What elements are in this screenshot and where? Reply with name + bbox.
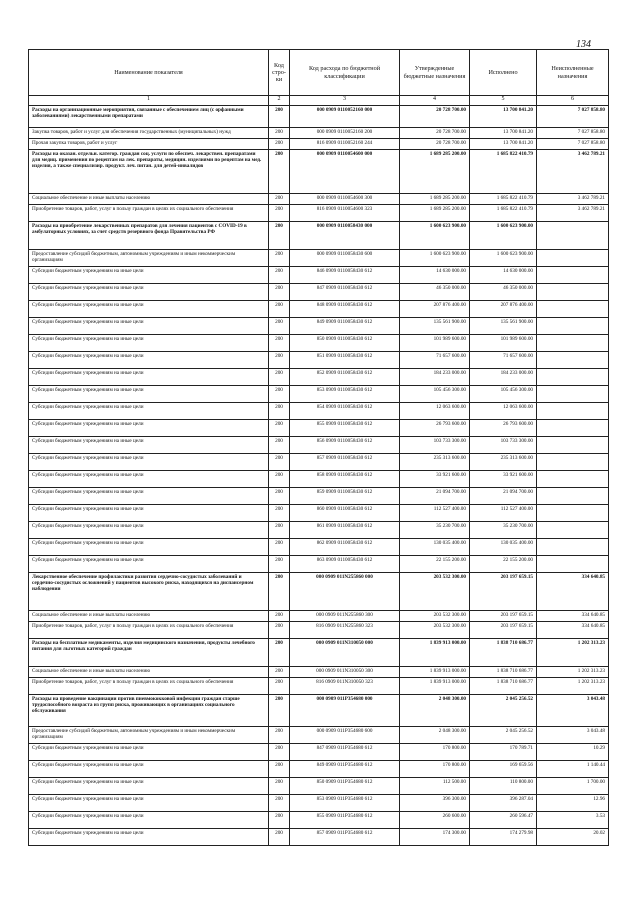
row-name: Субсидии бюджетным учреждениям на иные цели [29,539,269,556]
row-classification-code: 852 0909 0110058430 612 [290,369,400,386]
row-unexecuted-amount: 3 043.48 [537,727,609,744]
row-approved-amount: 207 876 400.00 [400,301,470,318]
row-unexecuted-amount: 20.02 [537,829,609,846]
table-row [29,194,609,205]
row-approved-amount: 21 094 700.00 [400,488,470,505]
row-classification-code: 000 0909 011N310050 300 [290,667,400,678]
row-classification-code: 853 0909 011P354680 612 [290,795,400,812]
row-executed-amount: 46 350 000.00 [470,284,537,301]
row-name: Субсидии бюджетным учреждениям на иные цели [29,471,269,488]
row-line-code: 200 [269,128,290,139]
table-row [29,250,609,267]
row-executed-amount: 207 876 400.00 [470,301,537,318]
row-approved-amount: 1 689 285 200.00 [400,205,470,222]
row-line-code: 200 [269,205,290,222]
row-approved-amount: 101 989 600.00 [400,335,470,352]
row-approved-amount: 203 532 300.00 [400,622,470,639]
row-approved-amount: 33 921 600.00 [400,471,470,488]
row-approved-amount: 35 230 700.00 [400,522,470,539]
row-unexecuted-amount [537,556,609,573]
row-approved-amount: 26 793 600.00 [400,420,470,437]
row-line-code: 200 [269,744,290,761]
row-executed-amount: 33 921 600.00 [470,471,537,488]
row-classification-code: 858 0909 0110058430 612 [290,471,400,488]
table-row [29,437,609,454]
row-approved-amount: 2 048 300.00 [400,695,470,727]
row-name: Приобретение товаров, работ, услуг в пользу граждан в целях их социального обеспечения [29,205,269,222]
row-approved-amount: 20 728 700.00 [400,128,470,139]
row-name: Субсидии бюджетным учреждениям на иные цели [29,284,269,301]
row-approved-amount: 260 600.00 [400,812,470,829]
table-row [29,522,609,539]
row-classification-code: 848 0909 0110058430 612 [290,301,400,318]
row-executed-amount: 130 035 400.00 [470,539,537,556]
row-approved-amount: 14 630 000.00 [400,267,470,284]
row-classification-code: 816 0909 011N310050 323 [290,678,400,695]
table-row [29,622,609,639]
row-line-code: 200 [269,727,290,744]
row-executed-amount: 1 600 623 900.00 [470,250,537,267]
row-executed-amount: 260 596.47 [470,812,537,829]
table-row [29,106,609,128]
row-classification-code: 855 0909 0110058430 612 [290,420,400,437]
row-name: Субсидии бюджетным учреждениям на иные цели [29,522,269,539]
row-executed-amount: 22 155 200.00 [470,556,537,573]
table-row [29,573,609,611]
row-unexecuted-amount [537,352,609,369]
column-header-unexecuted: Неисполненные назначения [537,50,609,96]
row-executed-amount: 35 230 700.00 [470,522,537,539]
row-unexecuted-amount: 10.29 [537,744,609,761]
row-unexecuted-amount [537,403,609,420]
column-number: 4 [400,96,470,106]
row-name: Субсидии бюджетным учреждениям на иные цели [29,437,269,454]
row-executed-amount: 169 659.56 [470,761,537,778]
row-executed-amount: 1 838 710 686.77 [470,678,537,695]
row-approved-amount: 130 035 400.00 [400,539,470,556]
row-name: Субсидии бюджетным учреждениям на иные цели [29,267,269,284]
row-name: Субсидии бюджетным учреждениям на иные цели [29,301,269,318]
row-classification-code: 000 0909 011P354680 600 [290,727,400,744]
row-line-code: 200 [269,194,290,205]
row-classification-code: 851 0909 0110058430 612 [290,352,400,369]
row-name: Субсидии бюджетным учреждениям на иные цели [29,744,269,761]
table-row [29,386,609,403]
table-row [29,318,609,335]
row-approved-amount: 1 689 285 200.00 [400,150,470,194]
row-name: Субсидии бюджетным учреждениям на иные цели [29,420,269,437]
row-classification-code: 860 0909 0110058430 612 [290,505,400,522]
row-executed-amount: 13 700 841.20 [470,106,537,128]
row-classification-code: 857 0909 0110058430 612 [290,454,400,471]
row-line-code: 200 [269,539,290,556]
row-line-code: 200 [269,795,290,812]
row-name: Социальное обеспечение и иные выплаты населению [29,194,269,205]
row-approved-amount: 112 527 400.00 [400,505,470,522]
row-executed-amount: 1 685 822 410.79 [470,205,537,222]
row-name: Прочая закупка товаров, работ и услуг [29,139,269,150]
row-name: Субсидии бюджетным учреждениям на иные цели [29,829,269,846]
row-executed-amount: 170 789.71 [470,744,537,761]
row-name: Субсидии бюджетным учреждениям на иные цели [29,403,269,420]
row-line-code: 200 [269,778,290,795]
row-executed-amount: 14 630 000.00 [470,267,537,284]
row-classification-code: 859 0909 0110058430 612 [290,488,400,505]
row-unexecuted-amount [537,471,609,488]
row-name: Субсидии бюджетным учреждениям на иные цели [29,812,269,829]
row-classification-code: 853 0909 0110058430 612 [290,386,400,403]
row-executed-amount: 184 233 000.00 [470,369,537,386]
row-name: Расходы на проведение вакцинации против пневмококковой инфекции граждан старше трудоспособного возраста из групп риска, проживающих в организациях социального обслуживания [29,695,269,727]
row-classification-code: 816 0909 0110052160 244 [290,139,400,150]
row-name: Расходы на бесплатные медикаменты, изделия медицинского назначения, продукты лечебного питания для льготных категорий граждан [29,639,269,667]
row-unexecuted-amount: 7 027 858.80 [537,128,609,139]
row-classification-code: 000 0909 0110058430 600 [290,250,400,267]
row-classification-code: 849 0909 011P354680 612 [290,761,400,778]
row-name: Предоставление субсидий бюджетным, автономным учреждениям и иным некоммерческим организациям [29,727,269,744]
row-classification-code: 850 0909 011P354680 612 [290,778,400,795]
row-name: Предоставление субсидий бюджетным, автономным учреждениям и иным некоммерческим организациям [29,250,269,267]
row-line-code: 200 [269,488,290,505]
row-classification-code: 000 0909 0110058430 000 [290,222,400,250]
row-name: Социальное обеспечение и иные выплаты населению [29,667,269,678]
row-approved-amount: 105 456 300.00 [400,386,470,403]
table-row [29,284,609,301]
table-row [29,205,609,222]
table-row [29,761,609,778]
row-unexecuted-amount: 7 027 858.80 [537,139,609,150]
page-number: 134 [576,39,591,50]
row-unexecuted-amount: 3 462 789.21 [537,150,609,194]
row-line-code: 200 [269,301,290,318]
row-unexecuted-amount: 3.53 [537,812,609,829]
table-row [29,611,609,622]
row-unexecuted-amount: 3 462 789.21 [537,194,609,205]
table-row [29,539,609,556]
row-executed-amount: 103 733 300.00 [470,437,537,454]
row-executed-amount: 1 838 710 686.77 [470,639,537,667]
row-unexecuted-amount: 1 140.44 [537,761,609,778]
row-unexecuted-amount [537,250,609,267]
row-unexecuted-amount [537,420,609,437]
row-executed-amount: 1 685 822 410.79 [470,150,537,194]
row-line-code: 200 [269,352,290,369]
row-name: Субсидии бюджетным учреждениям на иные цели [29,761,269,778]
row-classification-code: 862 0909 0110058430 612 [290,539,400,556]
row-approved-amount: 12 063 600.00 [400,403,470,420]
row-executed-amount: 174 279.98 [470,829,537,846]
table-row [29,128,609,139]
row-unexecuted-amount: 1 202 313.23 [537,667,609,678]
row-approved-amount: 170 800.00 [400,761,470,778]
table-row [29,488,609,505]
row-unexecuted-amount [537,539,609,556]
column-number: 5 [470,96,537,106]
row-unexecuted-amount: 1 202 313.23 [537,639,609,667]
row-executed-amount: 26 793 600.00 [470,420,537,437]
row-line-code: 200 [269,335,290,352]
row-approved-amount: 1 839 913 000.00 [400,667,470,678]
row-name: Закупка товаров, работ и услуг для обеспечения государственных (муниципальных) нужд [29,128,269,139]
row-approved-amount: 1 839 913 000.00 [400,678,470,695]
row-line-code: 200 [269,522,290,539]
table-row [29,812,609,829]
column-number: 2 [269,96,290,106]
row-unexecuted-amount [537,284,609,301]
row-executed-amount: 2 045 256.52 [470,695,537,727]
row-classification-code: 000 0909 011P354680 000 [290,695,400,727]
table-row [29,471,609,488]
row-name: Субсидии бюджетным учреждениям на иные цели [29,386,269,403]
row-name: Расходы на приобретение лекарственных препаратов для лечения пациентов с COVID-19 в амбулаторных условиях, за счет средств резервного фонда Правительства РФ [29,222,269,250]
row-name: Субсидии бюджетным учреждениям на иные цели [29,795,269,812]
row-approved-amount: 22 155 200.00 [400,556,470,573]
table-row [29,267,609,284]
row-line-code: 200 [269,812,290,829]
row-name: Субсидии бюджетным учреждениям на иные цели [29,556,269,573]
table-row [29,778,609,795]
table-row [29,454,609,471]
row-classification-code: 816 0909 011N255860 323 [290,622,400,639]
row-line-code: 200 [269,639,290,667]
table-row [29,678,609,695]
row-executed-amount: 135 561 900.00 [470,318,537,335]
row-unexecuted-amount: 12.96 [537,795,609,812]
table-row [29,795,609,812]
row-name: Субсидии бюджетным учреждениям на иные цели [29,335,269,352]
row-unexecuted-amount [537,301,609,318]
row-unexecuted-amount [537,437,609,454]
row-unexecuted-amount: 334 640.85 [537,573,609,611]
row-classification-code: 846 0909 0110058430 612 [290,267,400,284]
row-executed-amount: 12 063 600.00 [470,403,537,420]
column-number: 6 [537,96,609,106]
row-executed-amount: 203 197 659.15 [470,573,537,611]
budget-execution-table [28,49,609,846]
column-header-line-code: Код стро-ки [269,50,290,96]
row-line-code: 200 [269,695,290,727]
row-unexecuted-amount [537,335,609,352]
row-line-code: 200 [269,829,290,846]
row-executed-amount: 101 989 600.00 [470,335,537,352]
row-name: Субсидии бюджетным учреждениям на иные цели [29,505,269,522]
row-classification-code: 855 0909 011P354680 612 [290,812,400,829]
table-row [29,335,609,352]
table-row [29,744,609,761]
row-approved-amount: 203 532 300.00 [400,573,470,611]
row-executed-amount: 1 838 710 686.77 [470,667,537,678]
row-line-code: 200 [269,386,290,403]
row-approved-amount: 112 500.00 [400,778,470,795]
row-classification-code: 000 0909 011N255860 000 [290,573,400,611]
row-line-code: 200 [269,106,290,128]
row-line-code: 200 [269,678,290,695]
row-line-code: 200 [269,420,290,437]
row-line-code: 200 [269,667,290,678]
row-name: Приобретение товаров, работ, услуг в пользу граждан в целях их социального обеспечения [29,678,269,695]
row-classification-code: 000 0909 0110052160 000 [290,106,400,128]
row-approved-amount: 20 728 700.00 [400,106,470,128]
row-approved-amount: 396 300.00 [400,795,470,812]
row-line-code: 200 [269,250,290,267]
row-line-code: 200 [269,318,290,335]
row-line-code: 200 [269,454,290,471]
row-classification-code: 000 0909 0110054600 300 [290,194,400,205]
row-executed-amount: 105 456 300.00 [470,386,537,403]
row-approved-amount: 135 561 900.00 [400,318,470,335]
row-unexecuted-amount [537,454,609,471]
row-approved-amount: 184 233 000.00 [400,369,470,386]
row-name: Субсидии бюджетным учреждениям на иные цели [29,352,269,369]
column-number: 3 [290,96,400,106]
row-unexecuted-amount: 1 202 313.23 [537,678,609,695]
table-row [29,727,609,744]
row-executed-amount: 110 800.00 [470,778,537,795]
row-unexecuted-amount [537,386,609,403]
row-line-code: 200 [269,622,290,639]
row-line-code: 200 [269,222,290,250]
row-approved-amount: 71 657 600.00 [400,352,470,369]
row-name: Субсидии бюджетным учреждениям на иные цели [29,318,269,335]
row-unexecuted-amount: 7 027 858.80 [537,106,609,128]
row-executed-amount: 13 700 841.20 [470,139,537,150]
row-executed-amount: 396 287.04 [470,795,537,812]
row-approved-amount: 46 350 000.00 [400,284,470,301]
row-name: Лекарственное обеспечение профилактики развития сердечно-сосудистых заболеваний и сердечно-сосудистых осложнений у пациентов высокого риска, находящихся на диспансерном наблюдении [29,573,269,611]
row-line-code: 200 [269,471,290,488]
table-row [29,222,609,250]
table-row [29,667,609,678]
row-classification-code: 000 0909 011N310050 000 [290,639,400,667]
row-name: Приобретение товаров, работ, услуг в пользу граждан в целях их социального обеспечения [29,622,269,639]
row-line-code: 200 [269,139,290,150]
row-name: Субсидии бюджетным учреждениям на иные цели [29,488,269,505]
row-approved-amount: 1 689 285 200.00 [400,194,470,205]
table-row [29,420,609,437]
row-line-code: 200 [269,437,290,454]
row-line-code: 200 [269,761,290,778]
row-unexecuted-amount: 334 640.85 [537,611,609,622]
table-row [29,639,609,667]
row-line-code: 200 [269,611,290,622]
column-number: 1 [29,96,269,106]
row-name: Социальное обеспечение и иные выплаты населению [29,611,269,622]
row-executed-amount: 1 600 623 900.00 [470,222,537,250]
table-row [29,505,609,522]
row-line-code: 200 [269,369,290,386]
column-header-classification: Код расхода по бюджетной классификации [290,50,400,96]
row-executed-amount: 235 313 600.00 [470,454,537,471]
table-row [29,301,609,318]
row-line-code: 200 [269,284,290,301]
row-classification-code: 816 0909 0110054600 323 [290,205,400,222]
table-row [29,369,609,386]
row-executed-amount: 1 685 822 410.79 [470,194,537,205]
row-approved-amount: 1 600 623 900.00 [400,222,470,250]
table-row [29,556,609,573]
table-row [29,695,609,727]
row-approved-amount: 1 600 623 900.00 [400,250,470,267]
column-header-name: Наименование показателя [29,50,269,96]
row-classification-code: 847 0909 0110058430 612 [290,284,400,301]
row-unexecuted-amount [537,318,609,335]
row-classification-code: 000 0909 0110052160 200 [290,128,400,139]
row-line-code: 200 [269,573,290,611]
row-executed-amount: 112 527 400.00 [470,505,537,522]
row-executed-amount: 71 657 600.00 [470,352,537,369]
table-row [29,829,609,846]
row-unexecuted-amount [537,488,609,505]
row-unexecuted-amount: 3 043.48 [537,695,609,727]
row-name: Субсидии бюджетным учреждениям на иные цели [29,369,269,386]
row-line-code: 200 [269,505,290,522]
row-classification-code: 000 0909 011N255860 300 [290,611,400,622]
row-classification-code: 861 0909 0110058430 612 [290,522,400,539]
row-unexecuted-amount: 334 640.85 [537,622,609,639]
row-line-code: 200 [269,556,290,573]
row-line-code: 200 [269,150,290,194]
row-approved-amount: 20 728 700.00 [400,139,470,150]
row-name: Субсидии бюджетным учреждениям на иные цели [29,778,269,795]
row-unexecuted-amount: 3 462 789.21 [537,205,609,222]
row-approved-amount: 235 313 600.00 [400,454,470,471]
row-executed-amount: 203 197 659.15 [470,622,537,639]
row-executed-amount: 203 197 659.15 [470,611,537,622]
row-executed-amount: 21 094 700.00 [470,488,537,505]
table-row [29,403,609,420]
row-approved-amount: 103 733 300.00 [400,437,470,454]
row-approved-amount: 1 839 913 000.00 [400,639,470,667]
row-executed-amount: 13 700 841.20 [470,128,537,139]
row-classification-code: 850 0909 0110058430 612 [290,335,400,352]
table-row [29,139,609,150]
row-unexecuted-amount: 1 700.00 [537,778,609,795]
row-classification-code: 857 0909 011P354680 612 [290,829,400,846]
table-row [29,150,609,194]
row-name: Расходы на организационные мероприятия, связанные с обеспечением лиц (с орфанными заболеваниями) лекарственными препаратами [29,106,269,128]
row-unexecuted-amount [537,369,609,386]
row-name: Субсидии бюджетным учреждениям на иные цели [29,454,269,471]
row-classification-code: 856 0909 0110058430 612 [290,437,400,454]
row-executed-amount: 2 045 256.52 [470,727,537,744]
row-classification-code: 863 0909 0110058430 612 [290,556,400,573]
row-line-code: 200 [269,403,290,420]
row-approved-amount: 2 048 300.00 [400,727,470,744]
column-header-executed: Исполнено [470,50,537,96]
row-unexecuted-amount [537,267,609,284]
row-classification-code: 847 0909 011P354680 612 [290,744,400,761]
row-unexecuted-amount [537,222,609,250]
row-unexecuted-amount [537,505,609,522]
row-approved-amount: 174 300.00 [400,829,470,846]
row-name: Расходы на оказан. отдельн. категор. граждан соц. услуги по обеспеч. лекарствен. препаратами для медиц. применения по рецептам на лек. препараты, медицин. изделиями по рецептам на мед. изделия, а также специализир. продукт. леч. питан. для детей-инвалидов [29,150,269,194]
column-number-row [29,96,609,106]
column-header-approved: Утвержденные бюджетные назначения [400,50,470,96]
row-approved-amount: 203 532 300.00 [400,611,470,622]
row-classification-code: 849 0909 0110058430 612 [290,318,400,335]
row-classification-code: 854 0909 0110058430 612 [290,403,400,420]
table-body [29,106,609,846]
table-row [29,352,609,369]
row-unexecuted-amount [537,522,609,539]
table-header-row [29,50,609,96]
row-classification-code: 000 0909 0110054600 000 [290,150,400,194]
row-approved-amount: 170 800.00 [400,744,470,761]
row-line-code: 200 [269,267,290,284]
